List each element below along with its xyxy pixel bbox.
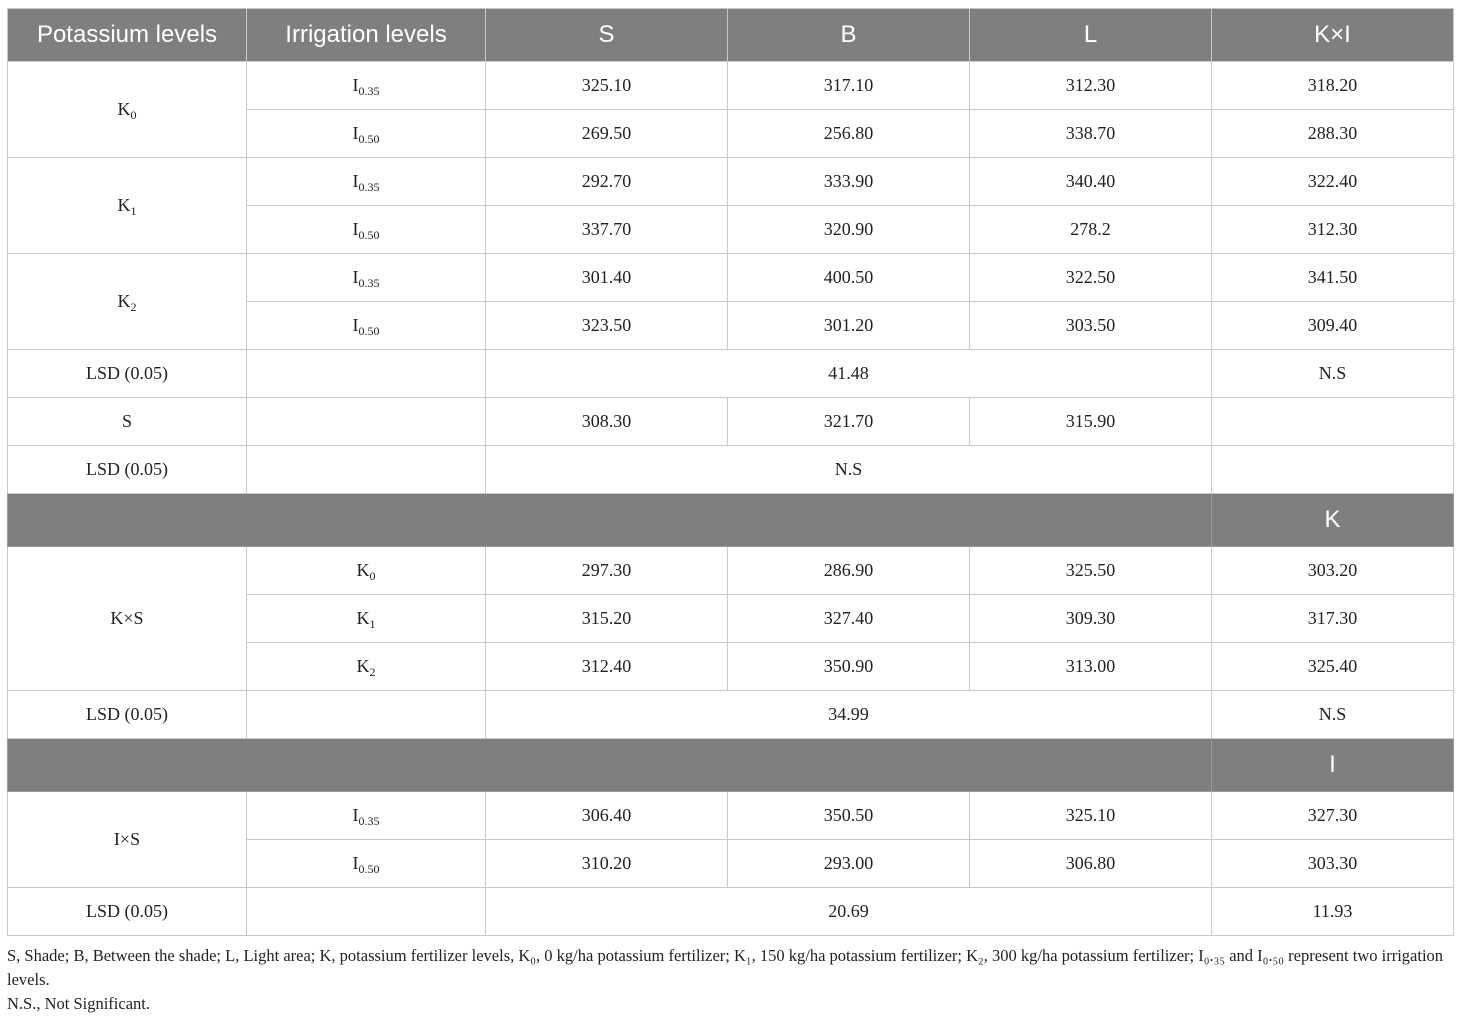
empty-cell [247,691,486,739]
value-cell: 325.40 [1212,643,1454,691]
empty-cell [1212,446,1454,494]
value-cell: 278.2 [970,206,1212,254]
value-cell: 325.10 [970,792,1212,840]
empty-cell [247,446,486,494]
potassium-level-cell: $K_2$ [247,643,486,691]
footnote-abbreviations: S, Shade; B, Between the shade; L, Light area; K, potassium fertilizer levels, K₀, 0 kg/ha potassium fertilizer; K₁, 150 kg/ha potassium fertilizer; K₂, 300 kg/ha potassium fertilizer; I₀.₃₅ and I₀.₅₀ represent two irrigation levels. [7,946,1444,989]
header-shade: S [486,9,728,62]
lsd-interaction-value: N.S [1212,350,1454,398]
value-cell: 317.30 [1212,595,1454,643]
lsd-row [8,691,1454,739]
value-cell: 312.40 [486,643,728,691]
empty-cell [247,350,486,398]
group-label-cell: K×S [8,547,247,691]
lsd-value: N.S [486,446,1212,494]
value-cell: 310.20 [486,840,728,888]
potassium-level-cell: $K_0$ [247,547,486,595]
irrigation-level-cell: $I_{0.50}$ [247,110,486,158]
band-label: I [1212,739,1454,792]
value-cell: 318.20 [1212,62,1454,110]
lsd-label: LSD (0.05) [8,446,247,494]
lsd-label: LSD (0.05) [8,691,247,739]
shade-mean-row [8,398,1454,446]
value-cell: 350.50 [728,792,970,840]
band-spacer [8,739,1212,792]
value-cell: 306.40 [486,792,728,840]
lsd-main-effect-value: N.S [1212,691,1454,739]
table-row [8,547,1454,595]
value-cell: 400.50 [728,254,970,302]
value-cell: 301.40 [486,254,728,302]
value-cell: 312.30 [970,62,1212,110]
section-band-i [8,739,1454,792]
band-label: K [1212,494,1454,547]
lsd-row [8,350,1454,398]
irrigation-level-cell: $I_{0.35}$ [247,254,486,302]
value-cell: 288.30 [1212,110,1454,158]
value-cell: 341.50 [1212,254,1454,302]
irrigation-level-cell: $I_{0.35}$ [247,158,486,206]
value-cell: 320.90 [728,206,970,254]
value-cell: 309.30 [970,595,1212,643]
results-table [7,8,1454,936]
irrigation-level-cell: $I_{0.50}$ [247,206,486,254]
lsd-label: LSD (0.05) [8,350,247,398]
empty-cell [1212,398,1454,446]
table-row [8,158,1454,206]
value-cell: 322.40 [1212,158,1454,206]
header-between-shade: B [728,9,970,62]
header-potassium-levels: Potassium levels [8,9,247,62]
value-cell: 256.80 [728,110,970,158]
value-cell: 312.30 [1212,206,1454,254]
value-cell: 269.50 [486,110,728,158]
potassium-level-cell: $K_0$ [8,62,247,158]
lsd-value: 20.69 [486,888,1212,936]
value-cell: 327.40 [728,595,970,643]
irrigation-level-cell: $I_{0.50}$ [247,302,486,350]
value-cell: 293.00 [728,840,970,888]
value-cell: 323.50 [486,302,728,350]
value-cell: 292.70 [486,158,728,206]
potassium-level-cell: $K_1$ [8,158,247,254]
value-cell: 317.10 [728,62,970,110]
value-cell: 297.30 [486,547,728,595]
section-band-k [8,494,1454,547]
header-irrigation-levels: Irrigation levels [247,9,486,62]
lsd-row [8,446,1454,494]
irrigation-level-cell: $I_{0.50}$ [247,840,486,888]
value-cell: 350.90 [728,643,970,691]
lsd-label: LSD (0.05) [8,888,247,936]
value-cell: 301.20 [728,302,970,350]
shade-mean-label: S [8,398,247,446]
footnote-ns: N.S., Not Significant. [7,994,150,1013]
band-spacer [8,494,1212,547]
potassium-level-cell: $K_2$ [8,254,247,350]
value-cell: 313.00 [970,643,1212,691]
empty-cell [247,398,486,446]
value-cell: 315.20 [486,595,728,643]
value-cell: 333.90 [728,158,970,206]
value-cell: 337.70 [486,206,728,254]
header-k-x-i: K×I [1212,9,1454,62]
table-footnote [7,944,1453,1016]
value-cell: 303.50 [970,302,1212,350]
irrigation-level-cell: $I_{0.35}$ [247,62,486,110]
lsd-value: 34.99 [486,691,1212,739]
value-cell: 325.50 [970,547,1212,595]
value-cell: 303.30 [1212,840,1454,888]
value-cell: 308.30 [486,398,728,446]
irrigation-level-cell: $I_{0.35}$ [247,792,486,840]
table-row [8,254,1454,302]
group-label-cell: I×S [8,792,247,888]
value-cell: 303.20 [1212,547,1454,595]
lsd-row [8,888,1454,936]
header-light-area: L [970,9,1212,62]
table-row [8,62,1454,110]
value-cell: 325.10 [486,62,728,110]
value-cell: 309.40 [1212,302,1454,350]
header-row [8,9,1454,62]
potassium-level-cell: $K_1$ [247,595,486,643]
value-cell: 306.80 [970,840,1212,888]
value-cell: 340.40 [970,158,1212,206]
table-row [8,792,1454,840]
empty-cell [247,888,486,936]
value-cell: 286.90 [728,547,970,595]
value-cell: 327.30 [1212,792,1454,840]
value-cell: 315.90 [970,398,1212,446]
value-cell: 338.70 [970,110,1212,158]
value-cell: 322.50 [970,254,1212,302]
lsd-main-effect-value: 11.93 [1212,888,1454,936]
value-cell: 321.70 [728,398,970,446]
lsd-value: 41.48 [486,350,1212,398]
